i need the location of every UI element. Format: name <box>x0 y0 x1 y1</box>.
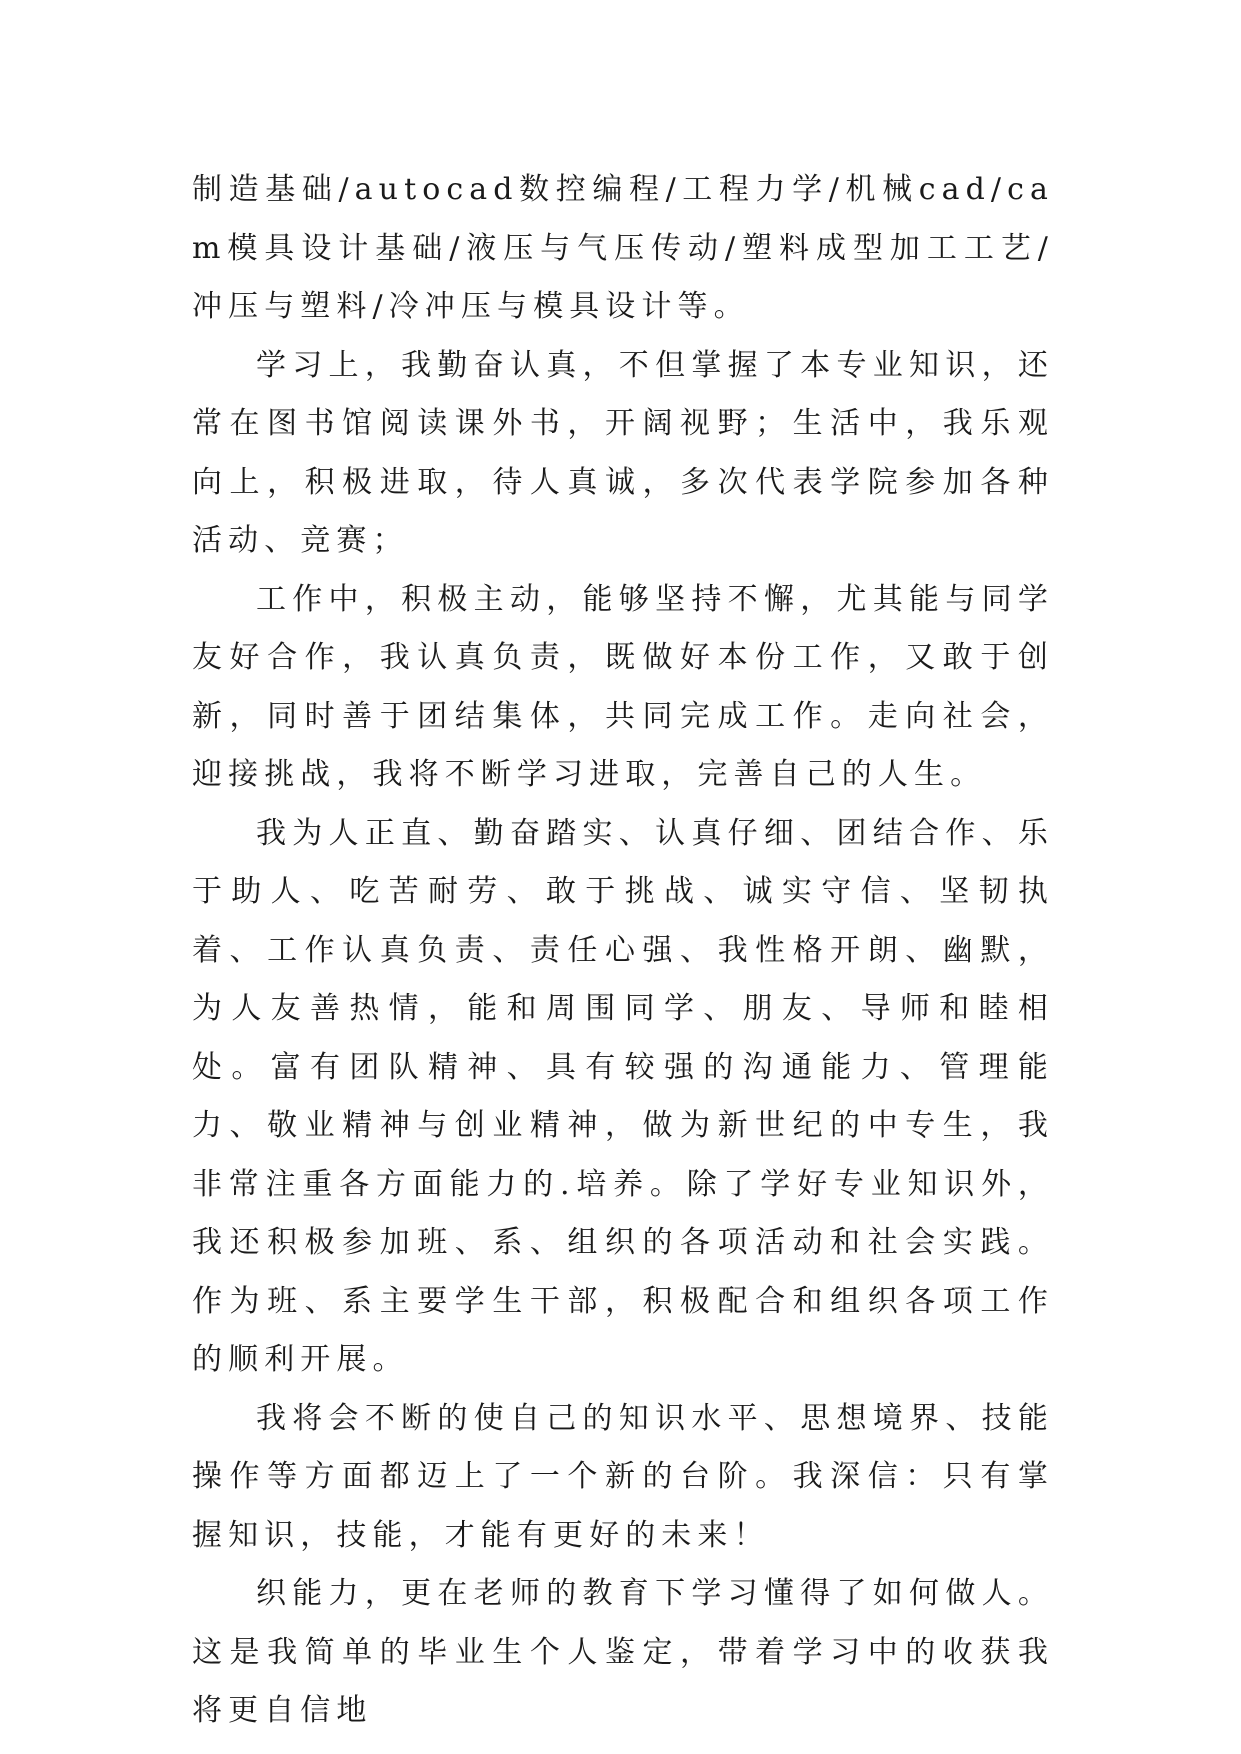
paragraph-course-list: 制造基础/autocad数控编程/工程力学/机械cad/cam模具设计基础/液压与气压传动/塑料成型加工工艺/冲压与塑料/冷冲压与模具设计等。 <box>192 172 1054 324</box>
paragraph-future: 我将会不断的使自己的知识水平、思想境界、技能操作等方面都迈上了一个新的台阶。我深信：只有掌握知识，技能，才能有更好的未来！ <box>192 1400 1054 1553</box>
paragraph-study-life: 学习上，我勤奋认真，不但掌握了本专业知识，还常在图书馆阅读课外书，开阔视野；生活中，我乐观向上，积极进取，待人真诚，多次代表学院参加各种活动、竞赛； <box>192 347 1054 558</box>
document-body <box>192 161 1054 1741</box>
paragraph-character: 我为人正直、勤奋踏实、认真仔细、团结合作、乐于助人、吃苦耐劳、敢于挑战、诚实守信、坚韧执着、工作认真负责、责任心强、我性格开朗、幽默，为人友善热情，能和周围同学、朋友、导师和睦相处。富有团队精神、具有较强的沟通能力、管理能力、敬业精神与创业精神，做为新世纪的中专生，我非常注重各方面能力的.培养。除了学好专业知识外，我还积极参加班、系、组织的各项活动和社会实践。作为班、系主要学生干部，积极配合和组织各项工作的顺利开展。 <box>192 815 1054 1377</box>
paragraph-conclusion: 织能力，更在老师的教育下学习懂得了如何做人。这是我简单的毕业生个人鉴定，带着学习中的收获我将更自信地 <box>192 1576 1054 1728</box>
paragraph-work: 工作中，积极主动，能够坚持不懈，尤其能与同学友好合作，我认真负责，既做好本份工作，又敢于创新，同时善于团结集体，共同完成工作。走向社会，迎接挑战，我将不断学习进取，完善自己的人生。 <box>192 581 1054 792</box>
